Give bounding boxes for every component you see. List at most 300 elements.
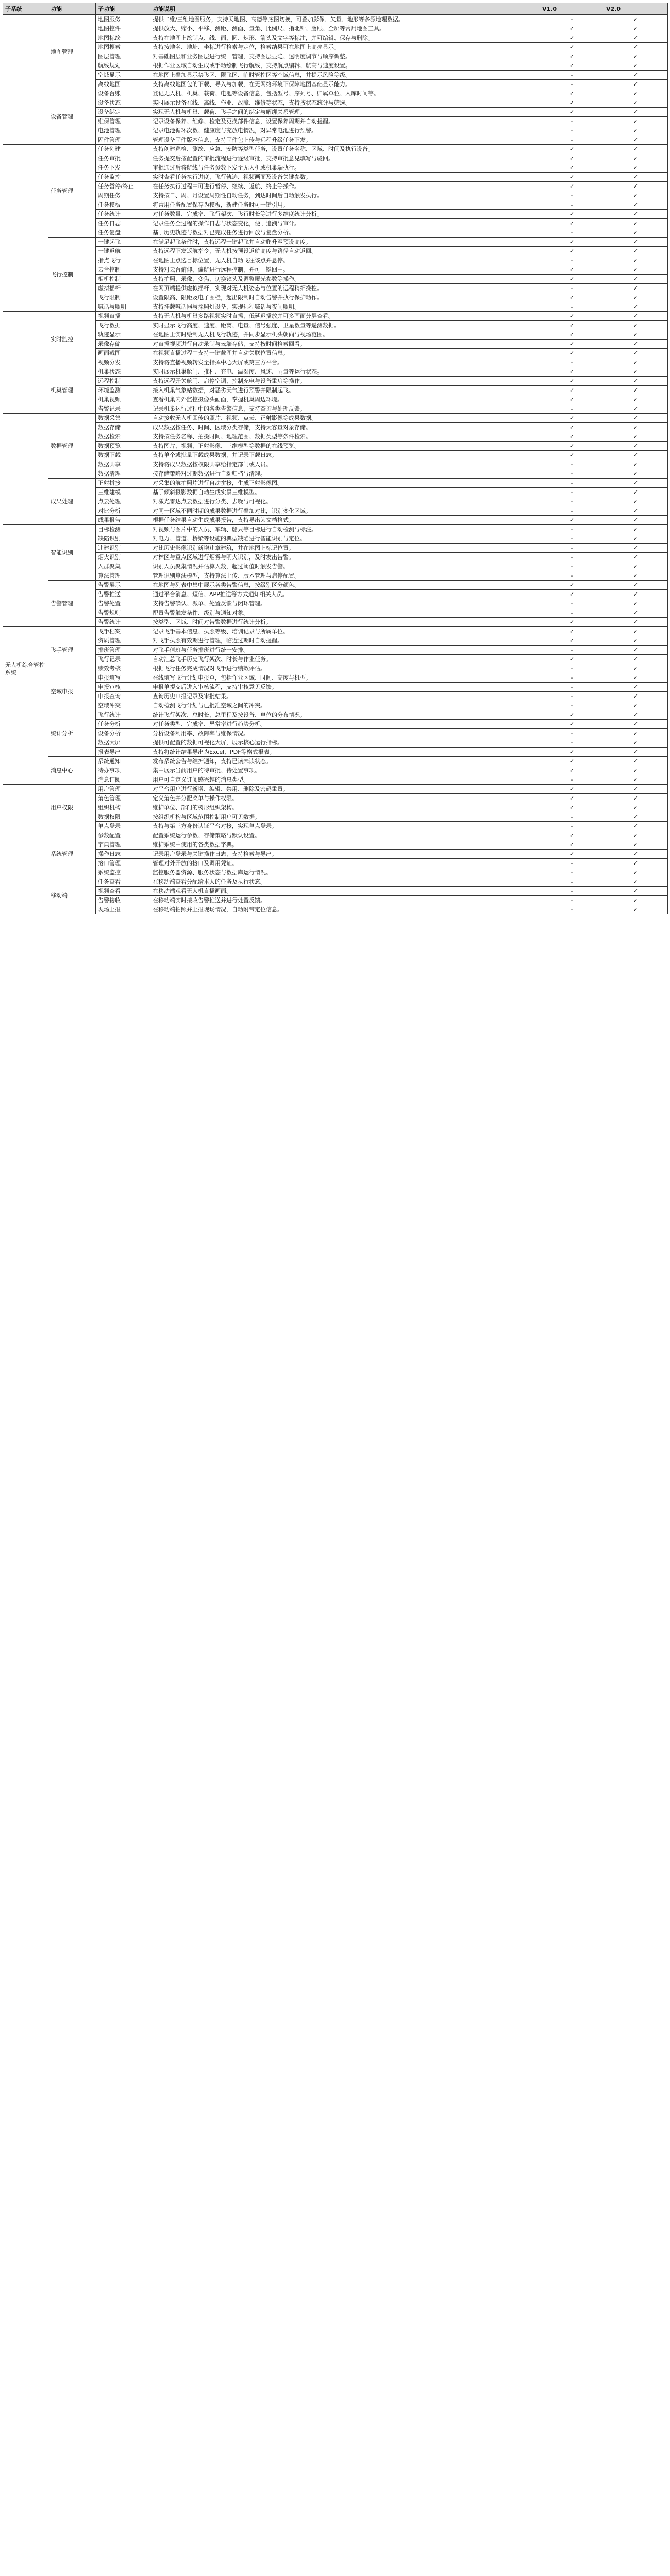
subfunction-cell: 数据采集 (96, 414, 150, 423)
description-cell: 登记无人机、机巢、载荷、电池等设备信息，包括型号、序列号、归属单位、入库时间等。 (150, 89, 540, 98)
v1-mark: - (540, 126, 604, 135)
v2-mark: ✓ (604, 850, 668, 859)
v1-mark: ✓ (540, 581, 604, 590)
table-row (3, 497, 668, 506)
description-cell: 统计飞行架次、总时长、总里程及按设备、单位的分布情况。 (150, 710, 540, 720)
subfunction-cell: 违建识别 (96, 544, 150, 553)
subsystem-cell: 无人机综合管控系统 (3, 627, 48, 710)
subfunction-cell: 消息订阅 (96, 775, 150, 785)
v2-mark: ✓ (604, 831, 668, 840)
v1-mark: ✓ (540, 423, 604, 432)
subfunction-cell: 指点飞行 (96, 256, 150, 265)
header-function: 功能 (48, 3, 96, 15)
description-cell: 对采集的航拍照片进行自动拼接，生成正射影像图。 (150, 479, 540, 488)
v2-mark: ✓ (604, 636, 668, 646)
table-row (3, 627, 668, 636)
v2-mark: ✓ (604, 738, 668, 748)
description-cell: 支持按日、周、月设置周期性自动任务，到达时间后自动触发执行。 (150, 191, 540, 200)
description-cell: 在网页端提供虚拟摇杆，实现对无人机姿态与位置的远程精细操控。 (150, 284, 540, 293)
table-row (3, 163, 668, 173)
description-cell: 识别人员聚集情况并估算人数，超过阈值时触发告警。 (150, 562, 540, 571)
table-row (3, 404, 668, 414)
description-cell: 记录用户登录与关键操作日志，支持检索与导出。 (150, 850, 540, 859)
description-cell: 对激光雷达点云数据进行分类、去噪与可视化。 (150, 497, 540, 506)
table-row (3, 284, 668, 293)
table-row (3, 145, 668, 154)
description-cell: 支持单个或批量下载成果数据，并记录下载日志。 (150, 451, 540, 460)
v1-mark: ✓ (540, 293, 604, 302)
table-row (3, 469, 668, 479)
v2-mark: ✓ (604, 683, 668, 692)
v2-mark: ✓ (604, 479, 668, 488)
v2-mark: ✓ (604, 553, 668, 562)
description-cell: 支持将直播视频转发至指挥中心大屏或第三方平台。 (150, 358, 540, 367)
table-row (3, 599, 668, 608)
v2-mark: ✓ (604, 877, 668, 887)
v2-mark: ✓ (604, 43, 668, 52)
subfunction-cell: 告警规则 (96, 608, 150, 618)
subfunction-cell: 图层管理 (96, 52, 150, 61)
v2-mark: ✓ (604, 321, 668, 330)
v1-mark: - (540, 191, 604, 200)
v1-mark: - (540, 664, 604, 673)
v1-mark: - (540, 534, 604, 544)
v2-mark: ✓ (604, 33, 668, 43)
subfunction-cell: 组织机构 (96, 803, 150, 812)
table-row (3, 840, 668, 850)
table-row (3, 812, 668, 822)
subfunction-cell: 固件管理 (96, 135, 150, 145)
v1-mark: - (540, 71, 604, 80)
v1-mark: - (540, 256, 604, 265)
v2-mark: ✓ (604, 275, 668, 284)
subfunction-cell: 设备状态 (96, 98, 150, 108)
subfunction-cell: 录像存储 (96, 340, 150, 349)
description-cell: 在移动端观看无人机直播画面。 (150, 887, 540, 896)
subfunction-cell: 告警处置 (96, 599, 150, 608)
v2-mark: ✓ (604, 525, 668, 534)
subfunction-cell: 数据权限 (96, 812, 150, 822)
table-row (3, 553, 668, 562)
description-cell: 基于历史轨迹与数据对已完成任务进行回放与复盘分析。 (150, 228, 540, 238)
table-row (3, 321, 668, 330)
table-row (3, 108, 668, 117)
description-cell: 记录设备保养、维修、检定及更换部件信息，设置保养周期并自动提醒。 (150, 117, 540, 126)
subfunction-cell: 维保管理 (96, 117, 150, 126)
description-cell: 通过平台消息、短信、APP推送等方式通知相关人员。 (150, 590, 540, 599)
table-row (3, 794, 668, 803)
table-row (3, 256, 668, 265)
v1-mark: - (540, 302, 604, 312)
v2-mark: ✓ (604, 52, 668, 61)
v2-mark: ✓ (604, 145, 668, 154)
v2-mark: ✓ (604, 414, 668, 423)
v1-mark: - (540, 775, 604, 785)
subfunction-cell: 数据检索 (96, 432, 150, 442)
function-cell: 消息中心 (48, 757, 96, 785)
subfunction-cell: 设备分析 (96, 729, 150, 738)
description-cell: 实时查看任务执行进度、飞行轨迹、视频画面及设备关键参数。 (150, 173, 540, 182)
function-cell: 智能识别 (48, 525, 96, 581)
v1-mark: - (540, 497, 604, 506)
subsystem-cell (3, 877, 48, 914)
description-cell: 按存储策略对过期数据进行自动归档与清理。 (150, 469, 540, 479)
v1-mark: - (540, 683, 604, 692)
table-row (3, 562, 668, 571)
v2-mark: ✓ (604, 729, 668, 738)
table-row (3, 15, 668, 24)
description-cell: 维护单位、部门的树形组织架构。 (150, 803, 540, 812)
description-cell: 管理识别算法模型，支持算法上传、版本管理与启停配置。 (150, 571, 540, 581)
table-row (3, 173, 668, 182)
v1-mark: ✓ (540, 831, 604, 840)
function-cell: 机巢管理 (48, 367, 96, 414)
v1-mark: - (540, 692, 604, 701)
v2-mark: ✓ (604, 135, 668, 145)
table-row (3, 460, 668, 469)
table-row (3, 905, 668, 914)
subfunction-cell: 算法管理 (96, 571, 150, 581)
subfunction-cell: 现场上报 (96, 905, 150, 914)
v2-mark: ✓ (604, 24, 668, 33)
v1-mark: ✓ (540, 442, 604, 451)
v2-mark: ✓ (604, 748, 668, 757)
v1-mark: ✓ (540, 98, 604, 108)
subfunction-cell: 正射拼接 (96, 479, 150, 488)
v2-mark: ✓ (604, 163, 668, 173)
table-row (3, 451, 668, 460)
v1-mark: - (540, 80, 604, 89)
v2-mark: ✓ (604, 562, 668, 571)
description-cell: 发布系统公告与维护通知，支持已读未读状态。 (150, 757, 540, 766)
description-cell: 任务提交后按配置的审批流程进行逐级审批，支持审批意见填写与驳回。 (150, 154, 540, 163)
table-row (3, 655, 668, 664)
v2-mark: ✓ (604, 534, 668, 544)
description-cell: 管理对外开放的接口及调用凭证。 (150, 859, 540, 868)
description-cell: 按组织机构与区域范围控制用户可见数据。 (150, 812, 540, 822)
table-row (3, 850, 668, 859)
subfunction-cell: 接口管理 (96, 859, 150, 868)
subfunction-cell: 参数配置 (96, 831, 150, 840)
description-cell: 在移动端拍照并上报现场情况，自动附带定位信息。 (150, 905, 540, 914)
function-cell: 移动端 (48, 877, 96, 914)
table-row (3, 757, 668, 766)
subfunction-cell: 一键起飞 (96, 238, 150, 247)
description-cell: 用户可自定义订阅感兴趣的消息类型。 (150, 775, 540, 785)
subfunction-cell: 人群聚集 (96, 562, 150, 571)
v2-mark: ✓ (604, 302, 668, 312)
subfunction-cell: 系统通知 (96, 757, 150, 766)
table-row (3, 330, 668, 340)
description-cell: 在地图上叠加显示禁飞区、限飞区、临时管控区等空域信息，并提示风险等级。 (150, 71, 540, 80)
v2-mark: ✓ (604, 349, 668, 358)
v1-mark: ✓ (540, 757, 604, 766)
description-cell: 定义角色并分配菜单与操作权限。 (150, 794, 540, 803)
table-row (3, 516, 668, 525)
description-cell: 配置系统运行参数、存储策略与默认设置。 (150, 831, 540, 840)
subfunction-cell: 任务监控 (96, 173, 150, 182)
table-row (3, 766, 668, 775)
v2-mark: ✓ (604, 293, 668, 302)
subfunction-cell: 绩效考核 (96, 664, 150, 673)
subfunction-cell: 任务暂停/终止 (96, 182, 150, 191)
v2-mark: ✓ (604, 571, 668, 581)
table-row (3, 126, 668, 135)
description-cell: 在视频直播过程中支持一键截图并自动关联位置信息。 (150, 349, 540, 358)
description-cell: 将常用任务配置保存为模板，新建任务时可一键引用。 (150, 200, 540, 210)
description-cell: 支持创建巡检、测绘、应急、安防等类型任务，设置任务名称、区域、时间及执行设备。 (150, 145, 540, 154)
v1-mark: - (540, 646, 604, 655)
table-row (3, 191, 668, 200)
v2-mark: ✓ (604, 803, 668, 812)
table-body (3, 15, 668, 914)
subfunction-cell: 告警推送 (96, 590, 150, 599)
table-row (3, 608, 668, 618)
v1-mark: ✓ (540, 432, 604, 442)
v1-mark: - (540, 469, 604, 479)
v2-mark: ✓ (604, 655, 668, 664)
v1-mark: - (540, 868, 604, 877)
table-row (3, 748, 668, 757)
subfunction-cell: 视频直播 (96, 312, 150, 321)
v2-mark: ✓ (604, 210, 668, 219)
v2-mark: ✓ (604, 822, 668, 831)
table-row (3, 275, 668, 284)
description-cell: 记录电池循环次数、健康度与充放电情况，对异常电池进行预警。 (150, 126, 540, 135)
v1-mark: - (540, 608, 604, 618)
description-cell: 设置限高、限距及电子围栏，超出限制时自动告警并执行保护动作。 (150, 293, 540, 302)
v2-mark: ✓ (604, 599, 668, 608)
description-cell: 审批通过后将航线与任务参数下发至无人机或机巢端执行。 (150, 163, 540, 173)
subfunction-cell: 告警统计 (96, 618, 150, 627)
subsystem-cell (3, 710, 48, 785)
subfunction-cell: 任务审批 (96, 154, 150, 163)
v1-mark: - (540, 701, 604, 710)
v2-mark: ✓ (604, 247, 668, 256)
table-row (3, 33, 668, 43)
v2-mark: ✓ (604, 451, 668, 460)
v1-mark: ✓ (540, 451, 604, 460)
v2-mark: ✓ (604, 98, 668, 108)
v1-mark: ✓ (540, 794, 604, 803)
v1-mark: - (540, 506, 604, 516)
table-row (3, 71, 668, 80)
table-row (3, 349, 668, 358)
table-row (3, 43, 668, 52)
description-cell: 在地图上实时绘制无人机飞行轨迹，并同步显示机头朝向与视场范围。 (150, 330, 540, 340)
table-row (3, 590, 668, 599)
table-row (3, 673, 668, 683)
v1-mark: - (540, 673, 604, 683)
subfunction-cell: 用户管理 (96, 785, 150, 794)
v1-mark: ✓ (540, 720, 604, 729)
v1-mark: - (540, 358, 604, 367)
table-row (3, 896, 668, 905)
description-cell: 支持按任务名称、拍摄时间、地理范围、数据类型等条件检索。 (150, 432, 540, 442)
v1-mark: - (540, 117, 604, 126)
description-cell: 支持告警确认、派单、处置反馈与闭环管理。 (150, 599, 540, 608)
v2-mark: ✓ (604, 775, 668, 785)
v1-mark: - (540, 284, 604, 293)
v2-mark: ✓ (604, 887, 668, 896)
v2-mark: ✓ (604, 117, 668, 126)
v1-mark: ✓ (540, 238, 604, 247)
description-cell: 自动检测飞行计划与已批准空域之间的冲突。 (150, 701, 540, 710)
v1-mark: - (540, 571, 604, 581)
v1-mark: ✓ (540, 516, 604, 525)
v2-mark: ✓ (604, 868, 668, 877)
v1-mark: - (540, 228, 604, 238)
v2-mark: ✓ (604, 785, 668, 794)
subfunction-cell: 飞行统计 (96, 710, 150, 720)
table-row (3, 692, 668, 701)
subfunction-cell: 任务模板 (96, 200, 150, 210)
v2-mark: ✓ (604, 859, 668, 868)
v1-mark: - (540, 905, 604, 914)
subfunction-cell: 点云处理 (96, 497, 150, 506)
v1-mark: - (540, 729, 604, 738)
v1-mark: ✓ (540, 173, 604, 182)
v1-mark: ✓ (540, 590, 604, 599)
table-header-row (3, 3, 668, 15)
description-cell: 支持与第三方身份认证平台对接，实现单点登录。 (150, 822, 540, 831)
description-cell: 对比历史影像识别新增违章建筑，并在地图上标记位置。 (150, 544, 540, 553)
subfunction-cell: 报表导出 (96, 748, 150, 757)
v1-mark: ✓ (540, 748, 604, 757)
subfunction-cell: 任务查看 (96, 877, 150, 887)
description-cell: 根据飞行任务完成情况对飞手进行绩效评估。 (150, 664, 540, 673)
v1-mark: ✓ (540, 210, 604, 219)
table-row (3, 887, 668, 896)
subfunction-cell: 地图服务 (96, 15, 150, 24)
description-cell: 提供二维/三维地图服务，支持天地图、高德等底图切换，可叠加影像、矢量、地形等多源地理数据。 (150, 15, 540, 24)
v1-mark: ✓ (540, 52, 604, 61)
v2-mark: ✓ (604, 646, 668, 655)
v1-mark: ✓ (540, 219, 604, 228)
function-cell: 用户权限 (48, 785, 96, 831)
subfunction-cell: 任务创建 (96, 145, 150, 154)
header-v2: V2.0 (604, 3, 668, 15)
v2-mark: ✓ (604, 89, 668, 98)
table-row (3, 479, 668, 488)
description-cell: 支持远程下发返航指令，无人机按预设返航高度与路径自动返回。 (150, 247, 540, 256)
function-cell: 成果处理 (48, 479, 96, 525)
function-cell: 告警管理 (48, 581, 96, 627)
subfunction-cell: 地图控件 (96, 24, 150, 33)
description-cell: 在移动端实时接收告警推送并进行处置反馈。 (150, 896, 540, 905)
v2-mark: ✓ (604, 265, 668, 275)
function-cell: 空域申报 (48, 673, 96, 710)
description-cell: 对平台用户进行新增、编辑、禁用、删除及密码重置。 (150, 785, 540, 794)
subfunction-cell: 排班管理 (96, 646, 150, 655)
v2-mark: ✓ (604, 460, 668, 469)
v1-mark: ✓ (540, 785, 604, 794)
v1-mark: ✓ (540, 312, 604, 321)
description-cell: 查看机巢内外监控摄像头画面，掌握机巢周边环境。 (150, 395, 540, 404)
subfunction-cell: 缺陷识别 (96, 534, 150, 544)
v2-mark: ✓ (604, 330, 668, 340)
function-cell: 地图管理 (48, 15, 96, 89)
table-row (3, 302, 668, 312)
v2-mark: ✓ (604, 896, 668, 905)
v1-mark: ✓ (540, 265, 604, 275)
v1-mark: ✓ (540, 395, 604, 404)
subfunction-cell: 离线地图 (96, 80, 150, 89)
description-cell: 支持拍照、录像、变焦、切换镜头及调整曝光参数等操作。 (150, 275, 540, 284)
table-row (3, 386, 668, 395)
v1-mark: ✓ (540, 618, 604, 627)
v1-mark: ✓ (540, 367, 604, 377)
v2-mark: ✓ (604, 61, 668, 71)
v2-mark: ✓ (604, 812, 668, 822)
subfunction-cell: 远程控制 (96, 377, 150, 386)
function-cell: 飞行控制 (48, 238, 96, 312)
table-row (3, 219, 668, 228)
description-cell: 支持将统计结果导出为Excel、PDF等格式报表。 (150, 748, 540, 757)
v1-mark: - (540, 544, 604, 553)
subfunction-cell: 角色管理 (96, 794, 150, 803)
description-cell: 对飞手执照有效期进行管理，临近过期时自动提醒。 (150, 636, 540, 646)
header-subfunction: 子功能 (96, 3, 150, 15)
v1-mark: ✓ (540, 163, 604, 173)
subfunction-cell: 空域显示 (96, 71, 150, 80)
v2-mark: ✓ (604, 15, 668, 24)
subfunction-cell: 环境监测 (96, 386, 150, 395)
subfunction-cell: 申报查询 (96, 692, 150, 701)
v1-mark: - (540, 404, 604, 414)
subfunction-cell: 机巢视频 (96, 395, 150, 404)
subfunction-cell: 任务分析 (96, 720, 150, 729)
description-cell: 在满足起飞条件时，支持远程一键起飞并自动爬升至预设高度。 (150, 238, 540, 247)
subfunction-cell: 待办事项 (96, 766, 150, 775)
description-cell: 监控服务器资源、服务状态与数据库运行情况。 (150, 868, 540, 877)
v2-mark: ✓ (604, 367, 668, 377)
v1-mark: - (540, 562, 604, 571)
subfunction-cell: 轨迹显示 (96, 330, 150, 340)
v2-mark: ✓ (604, 469, 668, 479)
v1-mark: ✓ (540, 43, 604, 52)
description-cell: 记录飞手基本信息、执照等级、培训记录与所属单位。 (150, 627, 540, 636)
subfunction-cell: 飞手档案 (96, 627, 150, 636)
description-cell: 对飞手值班与任务排班进行统一安排。 (150, 646, 540, 655)
v1-mark: ✓ (540, 247, 604, 256)
v2-mark: ✓ (604, 126, 668, 135)
table-row (3, 98, 668, 108)
v1-mark: ✓ (540, 803, 604, 812)
subfunction-cell: 飞行数据 (96, 321, 150, 330)
subfunction-cell: 字典管理 (96, 840, 150, 850)
v2-mark: ✓ (604, 544, 668, 553)
table-row (3, 785, 668, 794)
description-cell: 在线填写飞行计划申报单，包括作业区域、时间、高度与机型。 (150, 673, 540, 683)
function-cell: 数据管理 (48, 414, 96, 479)
description-cell: 接入机巢气象站数据，对恶劣天气进行预警并限制起飞。 (150, 386, 540, 395)
v1-mark: - (540, 887, 604, 896)
description-cell: 在任务执行过程中可进行暂停、继续、返航、终止等操作。 (150, 182, 540, 191)
subfunction-cell: 视频分发 (96, 358, 150, 367)
v2-mark: ✓ (604, 701, 668, 710)
table-row (3, 423, 668, 432)
table-row (3, 377, 668, 386)
subfunction-cell: 相机控制 (96, 275, 150, 284)
subfunction-cell: 设备绑定 (96, 108, 150, 117)
subfunction-cell: 云台控制 (96, 265, 150, 275)
v1-mark: ✓ (540, 182, 604, 191)
description-cell: 分析设备利用率、故障率与维保情况。 (150, 729, 540, 738)
subfunction-cell: 三维建模 (96, 488, 150, 497)
subfunction-cell: 任务统计 (96, 210, 150, 219)
subfunction-cell: 操作日志 (96, 850, 150, 859)
